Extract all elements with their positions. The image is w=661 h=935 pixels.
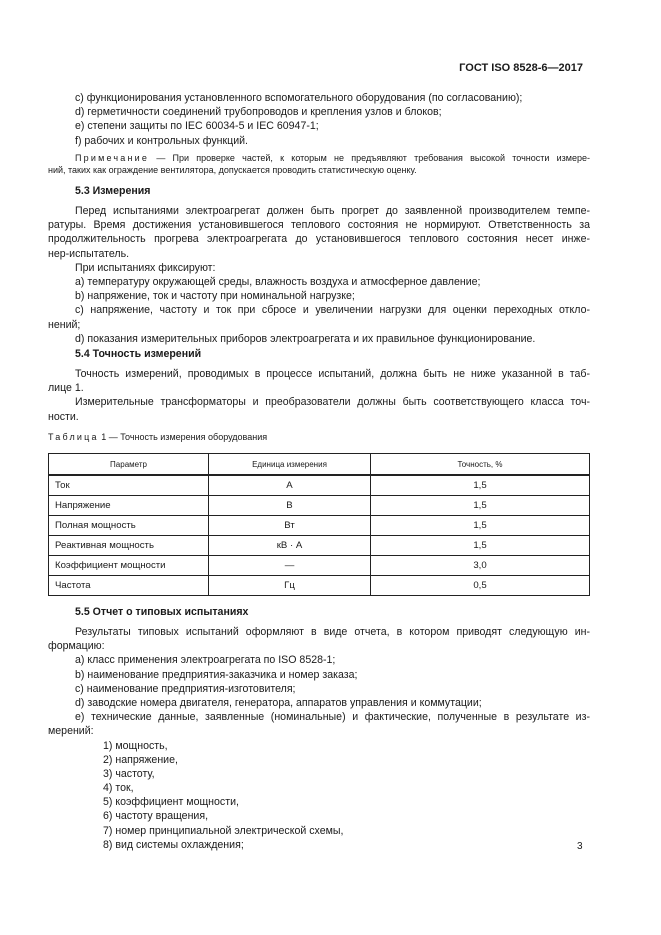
section-5-3 [48, 183, 590, 346]
table-row [49, 516, 590, 536]
sub-list-item: 1) мощность, [103, 739, 168, 752]
paragraph-line: Результаты типовых испытаний оформляют в виде отчета, в котором приводят следующую ин- [75, 626, 590, 638]
note-label: Примечание [75, 153, 150, 163]
cell: Напряжение [49, 496, 209, 516]
document-header: ГОСТ ISO 8528-6—2017 [459, 62, 583, 74]
cell: 1,5 [371, 516, 590, 536]
list-item: c) наименование предприятия-изготовителя; [75, 682, 296, 695]
note [48, 152, 590, 176]
table-row [49, 536, 590, 556]
sub-list-item: 8) вид системы охлаждения; [103, 838, 244, 851]
column-header: Единица измерения [209, 454, 371, 476]
list-item: d) заводские номера двигателя, генератора, аппаратов управления и коммутации; [75, 696, 482, 709]
note-line: ний, таких как ограждение вентилятора, допускается проводить статистическую оценку. [48, 165, 417, 175]
sub-list-item: 3) частоту, [103, 767, 155, 780]
cell: Гц [209, 576, 371, 596]
section-5-4 [48, 346, 590, 424]
cell: 0,5 [371, 576, 590, 596]
section-heading: 5.4 Точность измерений [75, 348, 202, 360]
table-header-row [49, 454, 590, 476]
list-item: нений; [48, 318, 81, 331]
sub-list-item: 2) напряжение, [103, 753, 178, 766]
list-item: d) герметичности соединений трубопроводов и крепления узлов и блоков; [75, 106, 442, 119]
sub-list-item: 5) коэффициент мощности, [103, 796, 239, 809]
paragraph-line: продолжительность прогрева электроагрегата до установившегося теплового состояния несет инже- [48, 233, 590, 246]
table-row [49, 496, 590, 516]
cell: — [209, 556, 371, 576]
table-caption: Таблица 1 — Точность измерения оборудования [48, 432, 268, 442]
section-5-5 [48, 604, 590, 852]
paragraph-line: нер-испытатель. [48, 247, 130, 260]
list-item: f) рабочих и контрольных функций. [75, 134, 248, 147]
cell: 3,0 [371, 556, 590, 576]
cell: Реактивная мощность [49, 536, 209, 556]
list-item: a) температуру окружающей среды, влажность воздуха и атмосферное давление; [75, 275, 481, 288]
note-line: Примечание — При проверке частей, к которым не предъявляют требования высокой точности измере- [75, 153, 590, 163]
list-item: e) технические данные, заявленные (номинальные) и фактические, полученные в результате из- [75, 711, 590, 724]
sub-list-item: 7) номер принципиальной электрической схемы, [103, 824, 344, 837]
cell: Вт [209, 516, 371, 536]
list-item: c) напряжение, частоту и ток при сбросе и увеличении нагрузки для оценки переходных откло- [75, 304, 590, 317]
list-item: c) функционирования установленного вспомогательного оборудования (по согласованию); [75, 92, 523, 104]
cell: В [209, 496, 371, 516]
sub-list-item: 4) ток, [103, 782, 134, 795]
table-row [49, 475, 590, 496]
list-item: b) напряжение, ток и частоту при номинальной нагрузке; [75, 290, 355, 303]
list-item: мерений: [48, 725, 94, 738]
list-item: a) класс применения электроагрегата по ISO 8528-1; [75, 654, 336, 667]
paragraph-line: При испытаниях фиксируют: [75, 261, 216, 274]
cell: кВ · А [209, 536, 371, 556]
paragraph-line: Измерительные трансформаторы и преобразователи должны быть соответствующего класса точ- [75, 396, 590, 409]
column-header: Параметр [49, 454, 209, 476]
cell: А [209, 475, 371, 496]
cell: Полная мощность [49, 516, 209, 536]
accuracy-table [48, 453, 590, 596]
paragraph-line: ратуры. Время достижения установившегося теплового состояния не нормируют. Ответственность за [48, 219, 590, 232]
intro-list [48, 91, 590, 148]
cell: 1,5 [371, 496, 590, 516]
table-row [49, 556, 590, 576]
paragraph-line: ности. [48, 410, 79, 423]
paragraph-line: формацию: [48, 640, 105, 653]
cell: Частота [49, 576, 209, 596]
sub-list-item: 6) частоту вращения, [103, 810, 209, 823]
section-heading: 5.3 Измерения [75, 185, 151, 197]
cell: 1,5 [371, 536, 590, 556]
page-number: 3 [577, 841, 583, 852]
table-row [49, 576, 590, 596]
paragraph-line: лице 1. [48, 382, 84, 395]
paragraph-line: Точность измерений, проводимых в процессе испытаний, должна быть не ниже указанной в таб- [75, 368, 590, 380]
cell: 1,5 [371, 475, 590, 496]
cell: Ток [49, 475, 209, 496]
paragraph-line: Перед испытаниями электроагрегат должен быть прогрет до заявленной производителем темпе- [75, 205, 590, 217]
cell: Коэффициент мощности [49, 556, 209, 576]
list-item: e) степени защиты по IEC 60034-5 и IEC 60947-1; [75, 120, 319, 133]
list-item: d) показания измерительных приборов электроагрегата и их правильное функционирование. [75, 332, 536, 345]
column-header: Точность, % [371, 454, 590, 476]
list-item: b) наименование предприятия-заказчика и номер заказа; [75, 668, 358, 681]
section-heading: 5.5 Отчет о типовых испытаниях [75, 606, 249, 618]
